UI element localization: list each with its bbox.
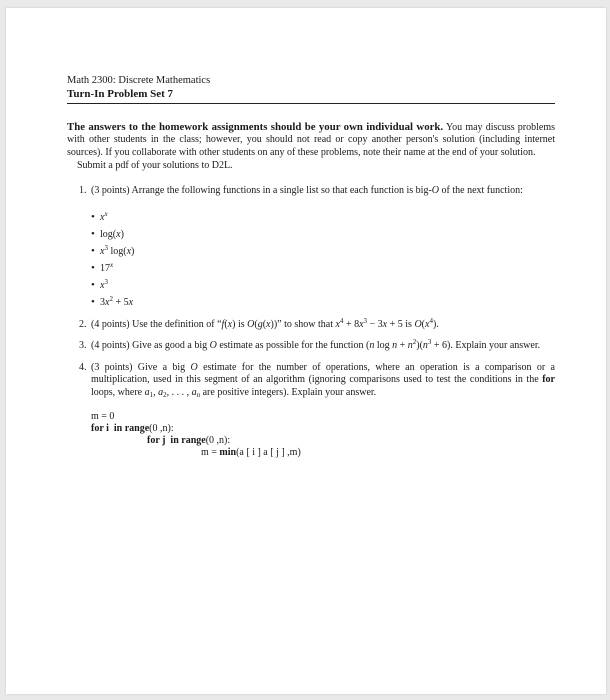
code-function: range [181, 435, 206, 447]
code-line-1 [91, 411, 555, 423]
function-item [91, 260, 555, 277]
function-item [91, 277, 555, 294]
code-text: i in [103, 423, 125, 435]
code-text: (0 ,n): [205, 435, 231, 447]
code-text: (a [ i ] a [ j ] ,m) [236, 447, 301, 459]
code-line-3 [91, 435, 555, 447]
problem-1-text: (3 points) Arrange the following functions in a single list so that each function is big- [91, 184, 432, 196]
problem-1 [67, 185, 555, 311]
function-quadratic: $3x^2 + 5x$ [100, 295, 134, 309]
problem-4-text-c: loops, where [91, 386, 145, 398]
function-log-x: log(x) [100, 229, 124, 241]
code-function: min [219, 447, 237, 459]
problem-set-title: Turn-In Problem Set 7 [67, 88, 174, 100]
code-text: m = 0 [91, 411, 115, 423]
problem-1-text-tail: of the next function: [439, 184, 523, 196]
code-text: j in [159, 435, 182, 447]
course-title: Math 2300: Discrete Mathematics [67, 75, 211, 86]
big-o-symbol: O [209, 340, 217, 352]
problem-number: 4. [79, 361, 87, 373]
intro-bold-sentence: The answers to the homework assignments should be your own individual work. [67, 121, 444, 133]
function-item [91, 226, 555, 243]
formula-polynomial: $x^4 + 8x^3 - 3x + 5$ is $O(x^4)$ [335, 317, 437, 331]
problem-list [67, 185, 555, 459]
code-keyword: for [147, 435, 160, 447]
intro-paragraph [67, 121, 555, 159]
big-o-symbol: O [190, 361, 198, 373]
function-item [91, 243, 555, 260]
problem-3-text-a: (4 points) Give as good a big [91, 340, 210, 352]
function-17-to-x: 17$^x$ [100, 261, 114, 275]
problem-3-text-b: estimate as possible for the function [216, 340, 366, 352]
function-x-cubed-log-x: $x^3$ log(x) [100, 244, 135, 258]
function-item [91, 294, 555, 311]
problem-4-text-a: (3 points) Give a big [91, 361, 191, 373]
problem-number: 3. [79, 340, 87, 352]
problem-number: 2. [79, 319, 87, 331]
function-item [91, 209, 555, 226]
document-content [67, 74, 555, 459]
code-function: range [124, 423, 150, 435]
problem-4-text-d: are positive integers). Explain your answer. [200, 386, 377, 398]
submit-instruction: Submit a pdf of your solutions to D2L. [77, 160, 233, 172]
for-keyword: for [542, 374, 555, 386]
formula-nlogn: (n $\log n + n^2)(n^3 + 6)$ [365, 338, 451, 352]
formula-sequence: $a_1$, $a_2$, . . . , $a_n$ [144, 386, 201, 399]
document-page [6, 8, 606, 694]
problem-2-text-a: (4 points) Use the definition of “ [91, 319, 222, 331]
problem-2-text-c: . [436, 319, 439, 331]
function-x-to-x: $x^x$ [100, 210, 108, 224]
function-list [91, 209, 555, 311]
code-text: (0 ,n): [149, 423, 174, 435]
problem-4-text-b: estimate for the number of operations, where an operation is a comparison or a multiplication, used in this segment of an algorithm (ignoring comparisons used to test the conditions in the [91, 361, 555, 386]
intro-body: You may discuss problems with other students in the class; however, you should not read or copy another person's solution (including internet sources). If you collaborate with other students on any of these problems, note their name at the end of your solution. [67, 122, 555, 158]
code-line-2 [91, 423, 555, 435]
code-block [91, 411, 555, 459]
function-x-cubed: $x^3$ [100, 278, 108, 292]
big-o-symbol: O [431, 184, 440, 196]
problem-2-text-b: ” to show that [277, 319, 336, 331]
title-divider [67, 103, 555, 104]
problem-2 [67, 319, 555, 331]
problem-3 [67, 340, 555, 352]
code-line-4 [91, 447, 555, 459]
code-text: m = [201, 447, 220, 459]
problem-3-text-c: . Explain your answer. [450, 340, 541, 352]
problem-number: 1. [79, 184, 87, 196]
code-keyword: for [91, 423, 104, 435]
problem-4 [67, 362, 555, 459]
formula-f-is-O-g: f(x) is O(g(x)) [221, 319, 278, 331]
